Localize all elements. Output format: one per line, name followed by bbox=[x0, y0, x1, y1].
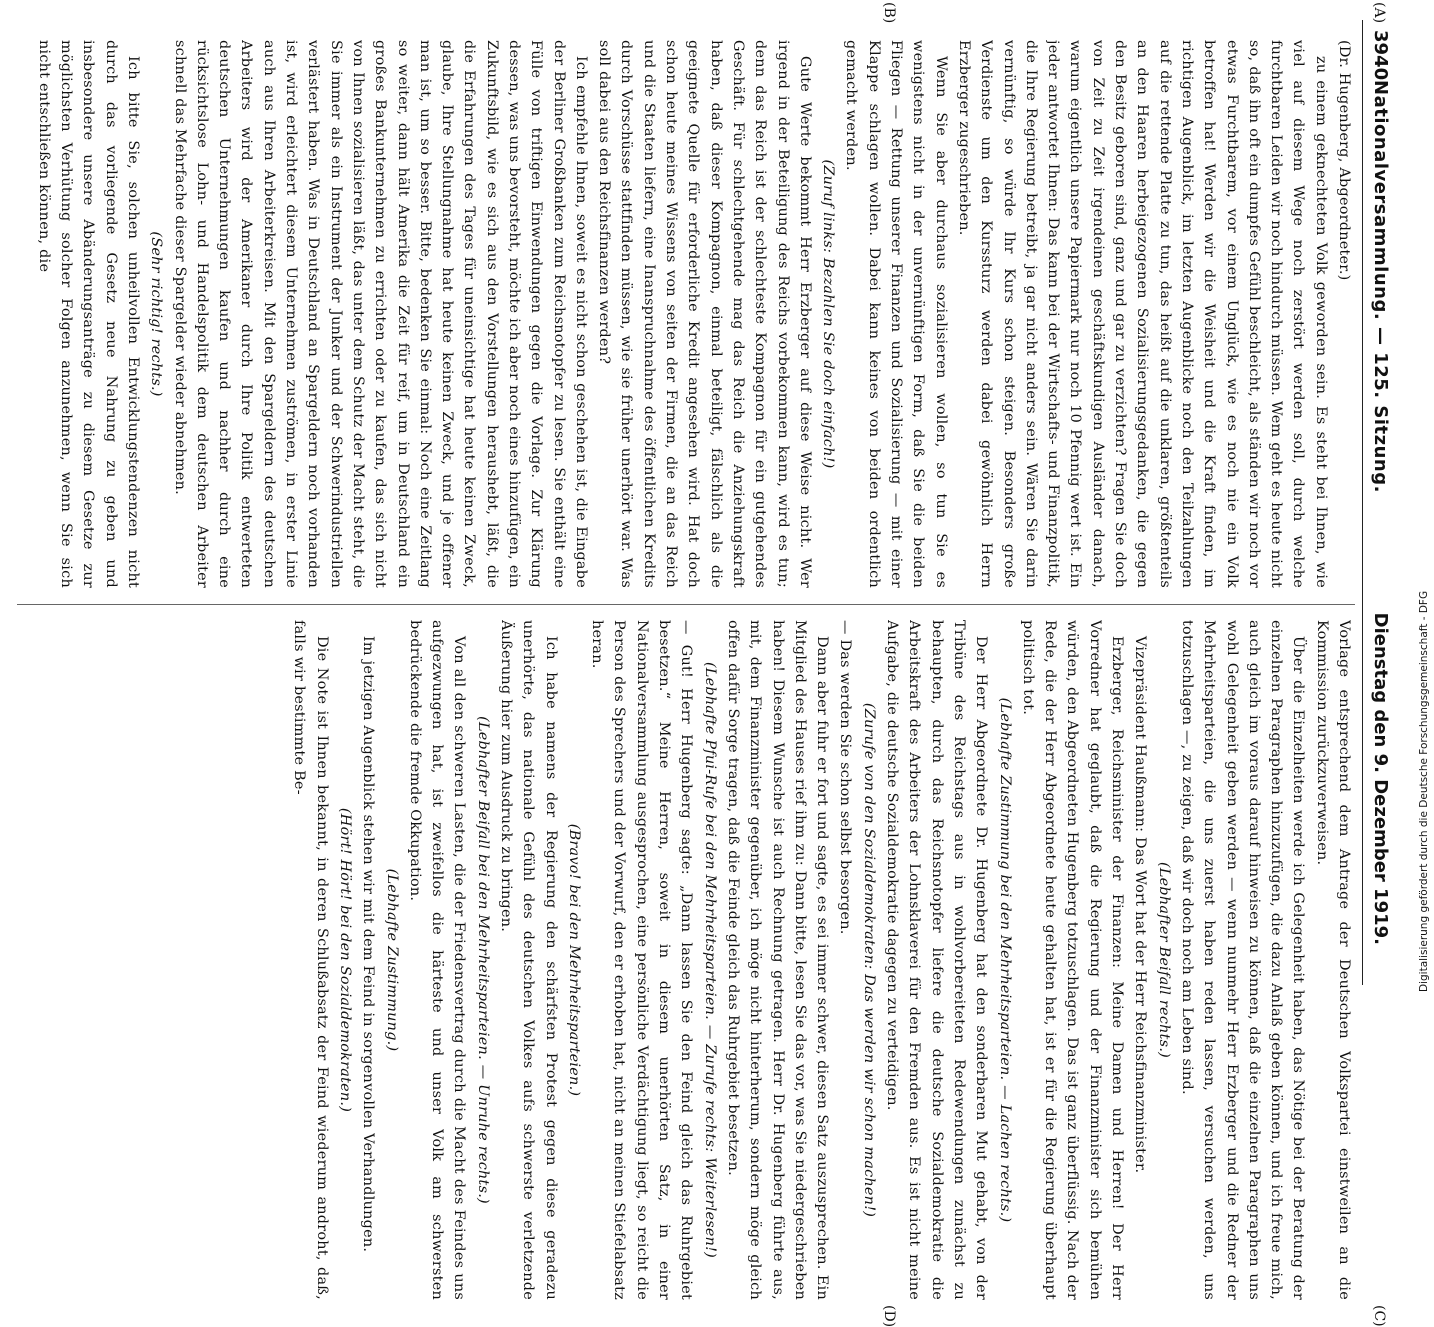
column-divider bbox=[17, 604, 1355, 605]
paragraph: Dann aber fuhr er fort und sagte, es sei immer schwer, diesen Satz auszusprechen. Ein Mitglied des Hauses rief ihm zu: Dann bitte, lesen Sie das vor, was Sie niedergeschrieben haben! Diesem Wunsche ist auch Rechnung getragen. Herr Dr. Hugenberg führte aus, mit, dem Finanzminister gegenüber, ich möge nicht hinterherum, sondern möge gleich offen dafür Sorge tragen, daß die Feinde gleich das Ruhrgebiet besetzen. bbox=[724, 620, 831, 1300]
paragraph: Über die Einzelheiten werde ich Gelegenheit haben, das Nötige bei der Beratung der einzelnen Paragraphen hinzuzufügen, die dazu Anlaß geben können, und ich freue mich, auch gleich im voraus darauf hinweisen zu können, daß die einzelnen Paragraphen uns wohl Gelegenheit geben werden — wenn nunmehr Herr Erzberger und die Redner der Mehrheitsparteien, die uns zuerst haben reden lassen, versuchen werden, uns totzuschlagen —, zu zeigen, daß wir doch noch am Leben sind. bbox=[1178, 620, 1307, 1300]
paragraph: Ich bitte Sie, solchen unheilvollen Entwicklungstendenzen nicht durch das vorliegende Gesetz neue Nahrung zu geben und insbesondere unsere Abänderungsanträge zu diesem Gesetze zur möglichsten Verhütung solcher Folgen anzunehmen, wenn Sie sich nicht entschließen können, die bbox=[35, 40, 141, 588]
page-header bbox=[1362, 20, 1397, 985]
paragraph: Wenn Sie aber durchaus sozialisieren wollen, so tun Sie es wenigstens nicht in der unvernünftigen Form, daß Sie die beiden Fliegen — Rettung unserer Finanzen und Sozialisierung — mit einer Klappe schlagen wollen. Dabei kann keines von beiden ordentlich gemacht werden. bbox=[843, 40, 949, 588]
credit-text: Digitalisierung gefördert durch die Deutsche Forschungsgemeinschaft - DFG bbox=[1418, 590, 1430, 992]
page-number: 3940 bbox=[1370, 30, 1391, 81]
paragraph: Ich habe namens der Regierung den schärfsten Protest gegen diese geradezu unerhörte, das nationale Gefühl des deutschen Volkes aufs schwerste verletzende Äußerung hier zum Ausdruck zu bringen. bbox=[498, 620, 559, 1300]
paragraph: Vorlage entsprechend dem Antrage der Deutschen Volkspartei einstweilen an die Kommission zurückzuverweisen. bbox=[1313, 620, 1352, 1300]
margin-marker-a: (A) bbox=[1371, 2, 1387, 24]
paragraph: Ich empfehle Ihnen, soweit es nicht schon geschehen ist, die Eingabe der Berliner Großbanken zum Reichsnotopfer zu lesen. Sie enthält eine Fülle von triftigen Einwendungen gegen die Vorlage. Zur Klärung dessen, was uns bevorsteht, möchte ich aber noch eines hinzufügen, ein Zukunftsbild, wie es sich aus den Vorstellungen heraushebt, läßt, die die Erfahrungen des Tages für uneinsichtige hat heute keinen Zweck, glaube, Ihre Stellungnahme hat heute keinen Zweck, und je offener man ist, um so besser. Bitte, bedenken Sie einmal: Noch eine Zeitlang so weiter, dann hält Amerika die Zeit für reif, um in Deutschland ein großes Bankunternehmen zu errichten oder zu kaufen, das sich nicht von Ihnen sozialisieren läßt, das unter dem Schutz der Macht steht, die Sie immer als ein Instrument der Junker und der Schwerindustriellen verlästert haben. Was in Deutschland an Spargeldern noch vorhanden ist, wird erleichtert diesem Unternehmen zuströmen, in erster Linie auch aus Ihren Arbeiterkreisen. Mit den Spargeldern des deutschen Arbeiters wird der Amerikaner durch Ihre Politik entwerteten deutschen Unternehmungen kaufen und nachher durch eine rücksichtslose Lohn- und Handelspolitik dem deutschen Arbeiter schnell das Mehrfache dieser Spargelder wieder abnehmen. bbox=[171, 40, 589, 588]
interjection: (Bravo! bei den Mehrheitsparteien.) bbox=[565, 823, 582, 1097]
speaker-continuation: (Dr. Hugenberg, Abgeordneter.) bbox=[1336, 40, 1352, 281]
interjection: (Lebhafte Pfui-Rufe bei den Mehrheitsparteien. — Zurufe rechts: Weiterlesen!) bbox=[701, 661, 718, 1259]
speaker-paragraph: Erzberger, Reichsminister der Finanzen: Meine Damen und Herren! Der Herr Vorredner hat geglaubt, daß die Regierung und der Finanzminister sich bemühen würden, den Abgeordneten Hugenberg totzuschlagen. Das ist ganz überflüssig. Nach der Rede, die der Herr Abgeordnete heute gehalten hat, ist er für die Regierung überhaupt politisch tot. bbox=[1019, 620, 1126, 1300]
interjection: (Hört! Hört! bei den Sozialdemokraten.) bbox=[336, 807, 353, 1113]
interjection: (Zurufe von den Sozialdemokraten: Das werden wir schon machen!) bbox=[860, 702, 877, 1218]
margin-marker-c: (C) bbox=[1371, 1305, 1387, 1327]
paragraph: Die Note ist Ihnen bekannt, in deren Schlußabsatz der Feind wiederum androht, daß, falls wir bestimmte Be- bbox=[291, 620, 330, 1300]
session-date: Dienstag den 9. Dezember 1919. bbox=[1370, 612, 1391, 945]
left-column bbox=[17, 40, 1355, 588]
paragraph: — Das werden Sie schon selbst besorgen. bbox=[837, 620, 854, 935]
scanned-page bbox=[17, 2, 1397, 1327]
speaker-line: Vizepräsident Haußmann: Das Wort hat der Herr Reichsfinanzminister. bbox=[1132, 636, 1149, 1174]
paragraph: zu einem geknechteten Volk geworden sein. Es steht bei Ihnen, wie viel auf diesem Wege noch zerstört werden soll, durch welche furchtbaren Leiden wir noch hindurch müssen. Wem geht es heute nicht so, daß ihn oft ein dumpfes Gefühl beschleicht, als ständen wir noch vor etwas Furchtbarem, vor einem Unglück, wie es noch nie ein Volk betroffen hat! Werden wir die Weisheit und die Kraft finden, im richtigen Augenblick, im letzten Augenblicke noch den Teilzahlungen auf die rettende Platte zu tun, das heißt auf die unklaren, größtenteils an den Haaren herbeigezogenen Sozialisierungsgedanken, die gegen den Besitz geboren sind, ganz und gar zu verzichten? Fragen Sie doch von Zeit zu Zeit irgendeinen geschäftskundigen Ausländer danach, warum eigentlich unsere Papiermark nur noch 10 Pfennig wert ist. Ein jeder antwortet Ihnen: Das kann bei der Wirtschafts- und Finanzpolitik, die Ihre Regierung betreibt, ja gar nicht anders sein. Wären Sie darin vernünftig, so würde Ihr Kurs schon steigen. Besonders große Verdienste um den Kurssturz werden dabei gewöhnlich Herrn Erzberger zugeschrieben. bbox=[955, 40, 1329, 588]
paragraph: Von all den schweren Lasten, die der Friedensvertrag durch die Macht des Feindes uns aufgezwungen hat, ist zweifellos die härteste und unser Volk am schwersten bedrückende die fremde Okkupation. bbox=[406, 620, 468, 1300]
interjection: (Lebhafte Zustimmung bei den Mehrheitsparteien. — Lachen rechts.) bbox=[996, 697, 1013, 1223]
paragraph: Gute Werte bekommt Herr Erzberger auf diese Weise nicht. Wer irgend in der Beteiligung des Reichs vorbekommen kann, wird es tun; denn das Reich ist der schlechteste Kompagnon für ein gutgehendes Geschäft. Für schlechtgehende mag das Reich die Anziehungskraft haben, daß dieser Kompagnon, einmal beteiligt, fälschlich als die geeignete Quelle für erforderliche Kredit angesehen wird. Hat doch schon heute meines Wissens von seiten der Firmen, die an das Reich und die Staaten liefern, eine Inanspruchnahme des öffentlichen Kredits durch Vorschüsse stattfinden müssen, wie sie früher unerhört war. Was soll dabei aus den Reichsfinanzen werden? bbox=[596, 40, 813, 588]
margin-marker-d: (D) bbox=[881, 1305, 897, 1327]
paragraph: Der Herr Abgeordnete Dr. Hugenberg hat den sonderbaren Mut gehabt, von der Tribüne des Reichstags aus in wohlvorbereiteten Redewendungen zunächst zu behaupten, durch das Reichsnotopfer liefere die deutsche Sozialdemokratie die Arbeitskraft des Arbeiters der Lohnsklaverei für den Fremden aus. Es ist nicht meine Aufgabe, die deutsche Sozialdemokratie dagegen zu verteidigen. bbox=[884, 620, 990, 1300]
interjection: (Lebhafter Beifall rechts.) bbox=[1155, 861, 1172, 1059]
right-column bbox=[17, 620, 1355, 1300]
interjection: (Lebhafte Zustimmung.) bbox=[383, 868, 400, 1052]
session-title: Nationalversammlung. — 125. Sitzung. bbox=[1370, 80, 1391, 493]
interjection: (Sehr richtig! rechts.) bbox=[148, 231, 165, 397]
interjection: (Lebhafter Beifall bei den Mehrheitsparteien. — Unruhe rechts.) bbox=[474, 716, 491, 1204]
digitization-credit bbox=[1418, 8, 1432, 992]
paragraph: Im jetzigen Augenblick stehen wir mit dem Feind in sorgenvollen Verhandlungen. bbox=[360, 636, 377, 1253]
interjection: (Zuruf links: Bezahlen Sie doch einfach!) bbox=[820, 159, 837, 469]
paragraph: — Gut! Herr Hugenberg sagte: „Dann lassen Sie den Feind gleich das Ruhrgebiet besetzen.“ Meine Herren, soweit in diesem unerhörten Satz, in einer Nationalversammlung ausgesprochen, eine persönliche Verdächtigung liegt, so reicht die Person des Sprechers und der Vorwurf, den er erhoben hat, nicht an meinen Stiefelabsatz heran. bbox=[589, 620, 695, 1300]
margin-marker-b: (B) bbox=[881, 2, 897, 24]
